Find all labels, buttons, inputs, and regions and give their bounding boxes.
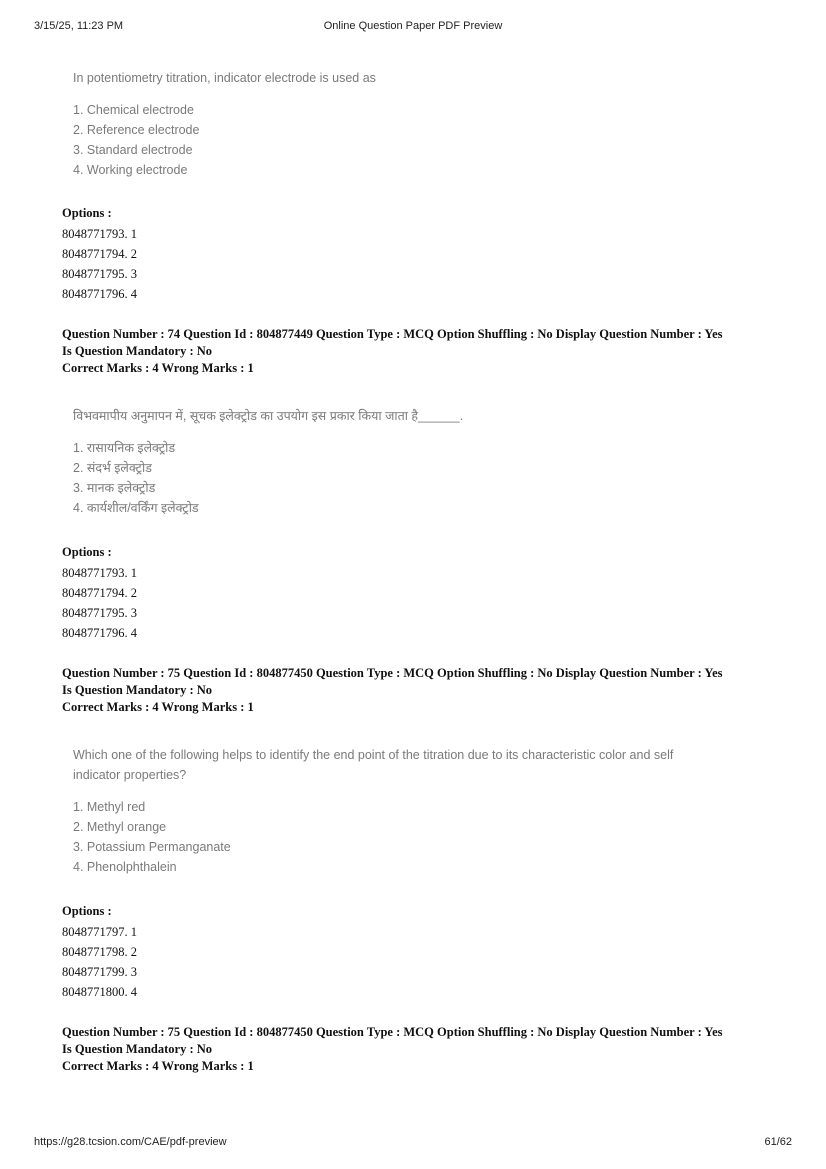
choice-1: 1. Chemical electrode [73,103,194,117]
options-list-3 [62,902,137,1002]
options-list-2 [62,543,137,643]
choice-3: 3. मानक इलेक्ट्रोड [73,481,156,495]
choice-2: 2. Reference electrode [73,123,200,137]
meta-line-1: Question Number : 75 Question Id : 804877450 Question Type : MCQ Option Shuffling : No Display Question Number : Yes [62,1025,723,1039]
choice-4: 4. Working electrode [73,163,188,177]
choice-4: 4. Phenolphthalein [73,860,177,874]
question-text: In potentiometry titration, indicator electrode is used as [73,71,376,85]
print-datetime: 3/15/25, 11:23 PM [34,20,124,32]
option-row: 8048771795. 3 [62,606,137,620]
meta-line-2: Is Question Mandatory : No [62,344,213,358]
option-row: 8048771799. 3 [62,965,137,979]
choice-3: 3. Standard electrode [73,143,193,157]
option-row: 8048771798. 2 [62,945,137,959]
option-row: 8048771793. 1 [62,566,137,580]
question-meta-74 [62,326,723,377]
choice-2: 2. Methyl orange [73,820,167,834]
option-row: 8048771796. 4 [62,626,137,640]
question-text-line-1: Which one of the following helps to identify the end point of the titration due to its characteristic color and self [73,748,674,762]
meta-line-3: Correct Marks : 4 Wrong Marks : 1 [62,700,254,714]
option-row: 8048771793. 1 [62,227,137,241]
options-label: Options : [62,206,112,220]
meta-line-2: Is Question Mandatory : No [62,1042,213,1056]
option-row: 8048771794. 2 [62,247,137,261]
option-row: 8048771797. 1 [62,925,137,939]
question-meta-75 [62,665,723,716]
question-image-hindi [73,406,463,518]
question-image-english-1 [73,68,376,180]
option-row: 8048771796. 4 [62,287,137,301]
choice-4: 4. कार्यशील/वर्किंग इलेक्ट्रोड [73,501,199,515]
question-image-english-2 [73,745,673,877]
choice-2: 2. संदर्भ इलेक्ट्रोड [73,461,152,475]
meta-line-3: Correct Marks : 4 Wrong Marks : 1 [62,361,254,375]
question-meta-75-repeat [62,1024,723,1075]
page-number: 61/62 [764,1136,792,1148]
question-text-line-2: indicator properties? [73,768,187,782]
meta-line-1: Question Number : 74 Question Id : 804877449 Question Type : MCQ Option Shuffling : No Display Question Number : Yes [62,327,723,341]
option-row: 8048771795. 3 [62,267,137,281]
meta-line-3: Correct Marks : 4 Wrong Marks : 1 [62,1059,254,1073]
options-list-1 [62,204,137,304]
choice-1: 1. Methyl red [73,800,146,814]
question-text: विभवमापीय अनुमापन में, सूचक इलेक्ट्रोड का उपयोग इस प्रकार किया जाता है______. [73,409,464,423]
option-row: 8048771794. 2 [62,586,137,600]
options-label: Options : [62,904,112,918]
meta-line-1: Question Number : 75 Question Id : 804877450 Question Type : MCQ Option Shuffling : No Display Question Number : Yes [62,666,723,680]
choice-1: 1. रासायनिक इलेक्ट्रोड [73,441,176,455]
page-title: Online Question Paper PDF Preview [323,20,503,32]
options-label: Options : [62,545,112,559]
choice-3: 3. Potassium Permanganate [73,840,231,854]
meta-line-2: Is Question Mandatory : No [62,683,213,697]
page-url: https://g28.tcsion.com/CAE/pdf-preview [34,1136,227,1148]
option-row: 8048771800. 4 [62,985,137,999]
